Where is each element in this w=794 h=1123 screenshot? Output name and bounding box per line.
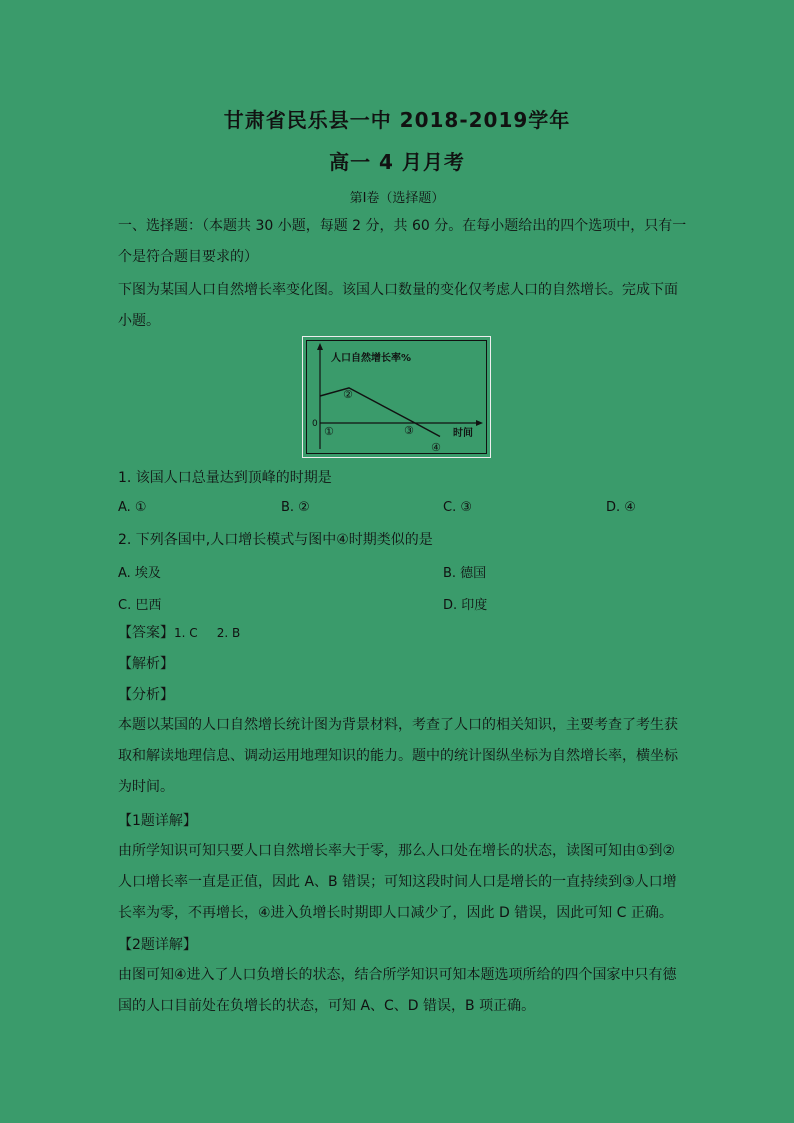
answer-line [118, 623, 240, 643]
q2-detail-heading: 【2题详解】 [118, 937, 197, 953]
series-line [320, 388, 440, 437]
q2-option-a[interactable]: A. 埃及 [118, 566, 161, 581]
question-stem-line-1: 下图为某国人口自然增长率变化图。该国人口数量的变化仅考虑人口的自然增长。完成下面 [118, 282, 678, 298]
q1-option-b[interactable]: B. ② [281, 500, 310, 515]
document-subtitle: 高一 4 月月考 [329, 150, 465, 174]
q1-option-a[interactable]: A. ① [118, 500, 147, 515]
origin-label: 0 [312, 419, 318, 429]
q1-option-d[interactable]: D. ④ [606, 500, 636, 515]
instructions-line-1: 一、选择题：（本题共 30 小题，每题 2 分，共 60 分。在每小题给出的四个选项中，只有一 [118, 218, 687, 234]
x-axis-arrow [476, 420, 483, 426]
q2-option-b[interactable]: B. 德国 [443, 566, 487, 581]
point-label-1: ① [324, 425, 334, 438]
fenxi-heading: 【分析】 [118, 687, 174, 703]
section-heading: 第Ⅰ卷（选择题） [349, 191, 445, 206]
q1-detail-heading: 【1题详解】 [118, 813, 197, 829]
point-label-3: ③ [404, 424, 414, 437]
point-label-4: ④ [431, 441, 441, 454]
q1-stem: 1. 该国人口总量达到顶峰的时期是 [118, 470, 332, 486]
fenxi-paragraph: 本题以某国的人口自然增长统计图为背景材料，考查了人口的相关知识，主要考查了考生获取和解读地理信息、调动运用地理知识的能力。题中的统计图纵坐标为自然增长率，横坐标为时间。 [118, 717, 678, 795]
q2-detail-paragraph: 由图可知④进入了人口负增长的状态，结合所学知识可知本题选项所给的四个国家中只有德国的人口目前处在负增长的状态，可知 A、C、D 错误，B 项正确。 [118, 967, 677, 1014]
y-axis-arrow [317, 343, 323, 350]
instructions-line-2: 个是符合题目要求的） [118, 249, 258, 265]
q1-option-c[interactable]: C. ③ [443, 500, 472, 515]
q1-detail-paragraph: 由所学知识可知只要人口自然增长率大于零，那么人口处在增长的状态，读图可知由①到②人口增长率一直是正值，因此 A、B 错误；可知这段时间人口是增长的一直持续到③人口增长率为零，不再增长，④进入负增长时期即人口减少了，因此 D 错误，因此可知 C 正确。 [118, 843, 677, 921]
point-label-2: ② [343, 388, 353, 401]
y-axis-label: 人口自然增长率% [331, 353, 412, 364]
x-axis-label: 时间 [453, 428, 473, 439]
growth-rate-chart [303, 337, 492, 459]
analysis-heading: 【解析】 [118, 656, 174, 672]
q2-option-d[interactable]: D. 印度 [443, 598, 488, 613]
growth-rate-figure [302, 336, 491, 458]
answer-value: 1. C 2. B [174, 626, 241, 640]
q2-stem: 2. 下列各国中,人口增长模式与图中④时期类似的是 [118, 532, 433, 548]
question-stem-line-2: 小题。 [118, 313, 160, 329]
answer-label: 【答案】 [118, 625, 174, 641]
q2-option-c[interactable]: C. 巴西 [118, 598, 162, 613]
document-title: 甘肃省民乐县一中 2018-2019学年 [223, 108, 571, 132]
